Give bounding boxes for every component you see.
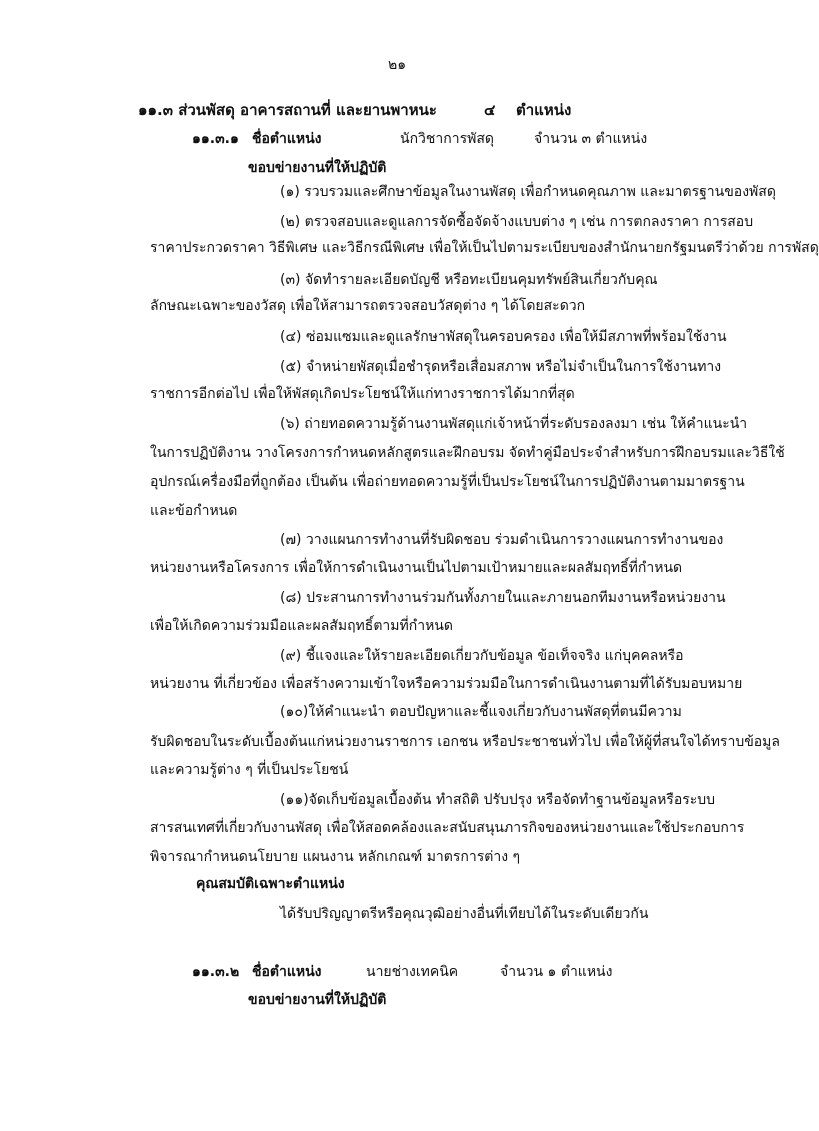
duty-line: หน่วยงานหรือโครงการ เพื่อให้การดำเนินงานเป็นไปตามเป้าหมายและผลสัมฤทธิ์ที่กำหนด: [150, 560, 683, 576]
section-title: ๑๑.๓ ส่วนพัสดุ อาคารสถานที่ และยานพาหนะ: [138, 101, 437, 119]
duty-line: และข้อกำหนด: [150, 503, 238, 519]
position1-label: ชื่อตำแหน่ง: [252, 131, 322, 147]
section-count-number: ๔: [484, 101, 496, 119]
position2-duties-heading: ขอบข่ายงานที่ให้ปฏิบัติ: [248, 992, 387, 1008]
position1-name: นักวิชาการพัสดุ: [400, 131, 494, 147]
duty-line: ราชการอีกต่อไป เพื่อให้พัสดุเกิดประโยชน์ให้แก่ทางราชการได้มากที่สุด: [150, 386, 575, 402]
duty-line: (๙) ชี้แจงและให้รายละเอียดเกี่ยวกับข้อมูล ข้อเท็จจริง แก่บุคคลหรือ: [280, 648, 684, 664]
duty-line: (๑) รวบรวมและศึกษาข้อมูลในงานพัสดุ เพื่อกำหนดคุณภาพ และมาตรฐานของพัสดุ: [280, 184, 776, 200]
duty-line: (๕) จำหน่ายพัสดุเมื่อชำรุดหรือเสื่อมสภาพ หรือไม่จำเป็นในการใช้งานทาง: [280, 359, 722, 375]
duty-line: (๗) วางแผนการทำงานที่รับผิดชอบ ร่วมดำเนินการวางแผนการทำงานของ: [280, 532, 724, 548]
qualification-heading: คุณสมบัติเฉพาะตำแหน่ง: [196, 876, 345, 892]
duty-line: (๒) ตรวจสอบและดูแลการจัดซื้อจัดจ้างแบบต่าง ๆ เช่น การตกลงราคา การสอบ: [280, 214, 754, 230]
duty-line: สารสนเทศที่เกี่ยวกับงานพัสดุ เพื่อให้สอดคล้องและสนับสนุนภารกิจของหน่วยงานและใช้ประกอบการ: [150, 820, 745, 836]
qualification-text: ได้รับปริญญาตรีหรือคุณวุฒิอย่างอื่นที่เทียบได้ในระดับเดียวกัน: [280, 906, 649, 922]
position1-count: จำนวน ๓ ตำแหน่ง: [534, 131, 648, 147]
duty-line: เพื่อให้เกิดความร่วมมือและผลสัมฤทธิ์ตามที่กำหนด: [150, 618, 453, 634]
position2-count: จำนวน ๑ ตำแหน่ง: [500, 964, 613, 980]
section-count-unit: ตำแหน่ง: [516, 101, 572, 119]
duty-line: (๓) จัดทำรายละเอียดบัญชี หรือทะเบียนคุมทรัพย์สินเกี่ยวกับคุณ: [280, 272, 658, 288]
position1-duties-heading: ขอบข่ายงานที่ให้ปฏิบัติ: [248, 160, 387, 176]
duty-line: (๘) ประสานการทำงานร่วมกันทั้งภายในและภายนอกทีมงานหรือหน่วยงาน: [280, 590, 726, 606]
duty-line: ราคาประกวดราคา วิธีพิเศษ และวิธีกรณีพิเศษ เพื่อให้เป็นไปตามระเบียบของสำนักนายกรัฐมนตรีว่าด้วย การพัสดุ: [150, 240, 819, 256]
duty-line: ในการปฏิบัติงาน วางโครงการกำหนดหลักสูตรและฝึกอบรม จัดทำคู่มือประจำสำหรับการฝึกอบรมและวิธีใช้: [150, 445, 785, 461]
duty-line: พิจารณากำหนดนโยบาย แผนงาน หลักเกณฑ์ มาตรการต่าง ๆ: [150, 849, 521, 865]
position2-name: นายช่างเทคนิค: [366, 964, 459, 980]
position2-label: ชื่อตำแหน่ง: [252, 964, 322, 980]
position1-code: ๑๑.๓.๑: [192, 131, 239, 147]
duty-line: (๑๑)จัดเก็บข้อมูลเบื้องต้น ทำสถิติ ปรับปรุง หรือจัดทำฐานข้อมูลหรือระบบ: [280, 792, 716, 808]
duty-line: หน่วยงาน ที่เกี่ยวข้อง เพื่อสร้างความเข้าใจหรือความร่วมมือในการดำเนินงานตามที่ได้รับมอบหมาย: [150, 676, 743, 692]
position2-code: ๑๑.๓.๒: [192, 964, 240, 980]
duty-line: ลักษณะเฉพาะของวัสดุ เพื่อให้สามารถตรวจสอบวัสดุต่าง ๆ ได้โดยสะดวก: [150, 298, 586, 314]
duty-line: (๖) ถ่ายทอดความรู้ด้านงานพัสดุแก่เจ้าหน้าที่ระดับรองลงมา เช่น ให้คำแนะนำ: [280, 416, 748, 432]
duty-line: อุปกรณ์เครื่องมือที่ถูกต้อง เป็นต้น เพื่อถ่ายทอดความรู้ที่เป็นประโยชน์ในการปฏิบัติงานตามมาตรฐาน: [150, 474, 745, 490]
duty-line: (๔) ซ่อมแซมและดูแลรักษาพัสดุในครอบครอง เพื่อให้มีสภาพที่พร้อมใช้งาน: [280, 329, 727, 345]
duty-line: (๑๐)ให้คำแนะนำ ตอบปัญหาและชี้แจงเกี่ยวกับงานพัสดุที่ตนมีความ: [280, 704, 682, 720]
page-number: ๒๑: [388, 57, 407, 73]
duty-line: รับผิดชอบในระดับเบื้องต้นแก่หน่วยงานราชการ เอกชน หรือประชาชนทั่วไป เพื่อให้ผู้ที่สนใจได้ทราบข้อมูล: [150, 734, 780, 750]
duty-line: และความรู้ต่าง ๆ ที่เป็นประโยชน์: [150, 762, 349, 778]
